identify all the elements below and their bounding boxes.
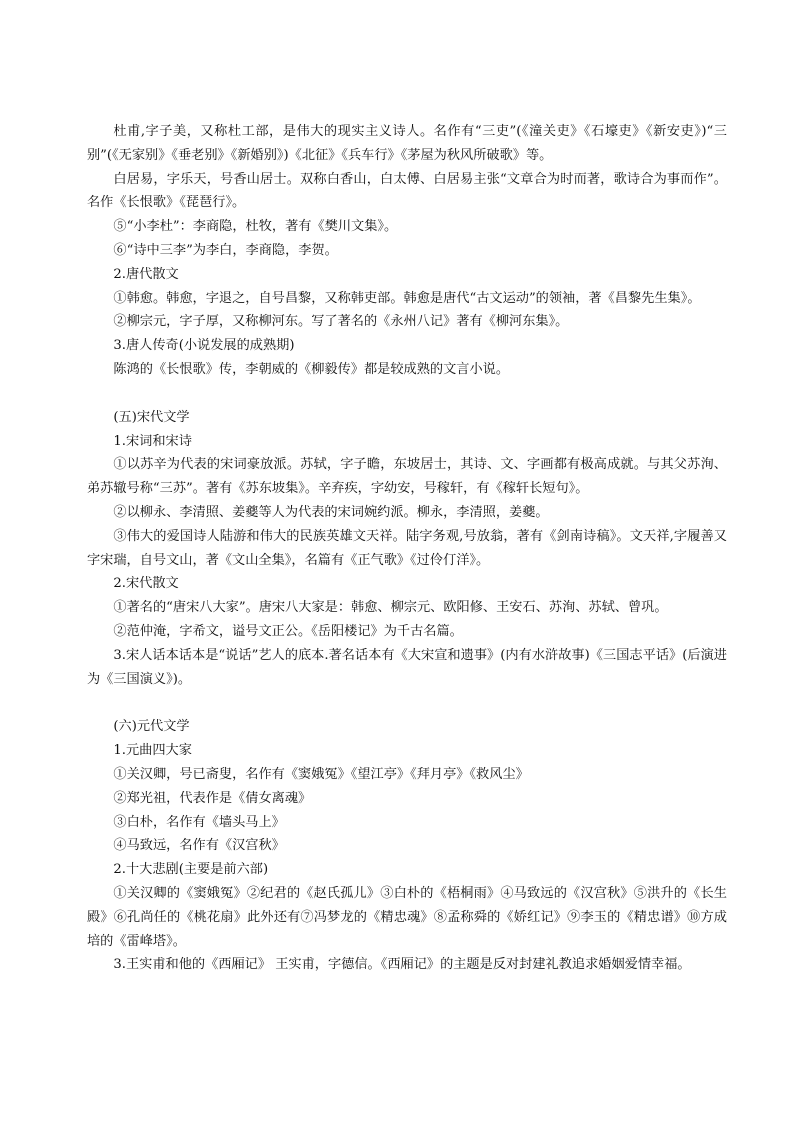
- paragraph-eight-masters: ①著名的“唐宋八大家”。唐宋八大家是：韩愈、柳宗元、欧阳修、王安石、苏洵、苏轼、曾巩。: [113, 600, 668, 616]
- section-gap: [87, 382, 727, 406]
- paragraph-chuanqi: 陈鸿的《长恨歌》传，李朝威的《柳毅传》都是较成熟的文言小说。: [113, 361, 510, 377]
- document-page: [87, 120, 727, 977]
- paragraph-haofang: ①以苏辛为代表的宋词豪放派。苏轼，字子瞻，东坡居士，其诗、文、字画都有极高成就。与其父苏洵、弟苏辙号称“三苏”。著有《苏东坡集》。辛弃疾，字幼安，号稼轩，有《稼轩长短句》。: [87, 457, 727, 497]
- paragraph-zheng-guangzu: ②郑光祖，代表作是《倩女离魂》: [113, 790, 312, 806]
- heading-tang-chuanqi: 3.唐人传奇(小说发展的成熟期): [113, 338, 295, 354]
- heading-tang-prose: 2.唐代散文: [113, 266, 179, 282]
- paragraph-xiao-li-du: ⑤“小李杜”：李商隐，杜牧，著有《樊川文集》。: [113, 219, 398, 235]
- paragraph-three-li: ⑥“诗中三李”为李白，李商隐，李贺。: [113, 242, 338, 258]
- heading-song-prose: 2.宋代散文: [113, 576, 179, 592]
- paragraph-han-yu: ①韩愈。韩愈，字退之，自号昌黎，又称韩吏部。韩愈是唐代“古文运动”的领袖，著《昌黎先生集》。: [113, 290, 701, 306]
- paragraph-bai-pu: ③白朴，名作有《墙头马上》: [113, 814, 285, 830]
- paragraph-guan-hanqing: ①关汉卿，号已斋叟，名作有《窦娥冤》《望江亭》《拜月亭》《救风尘》: [113, 766, 529, 782]
- paragraph-wanyue: ②以柳永、李清照、姜夔等人为代表的宋词婉约派。柳永，李清照，姜夔。: [113, 504, 549, 520]
- paragraph-huaben: 3.宋人话本话本是“说话”艺人的底本.著名话本有《大宋宣和遗事》(内有水浒故事)《三国志平话》(后演进为《三国演义》)。: [87, 647, 727, 687]
- heading-ten-tragedies: 2.十大悲剧(主要是前六部): [113, 862, 269, 878]
- paragraph-xixiang-ji: 3.王实甫和他的《西厢记》 王实甫，字德信。《西厢记》的主题是反对封建礼教追求婚姻爱情幸福。: [113, 957, 691, 973]
- paragraph-du-fu: 杜甫,字子美，又称杜工部，是伟大的现实主义诗人。名作有“三吏”(《潼关吏》《石壕吏》《新安吏》)“三别”(《无家别》《垂老别》《新婚别》)《北征》《兵车行》《茅屋为秋风所破歌》等。: [87, 124, 727, 163]
- paragraph-tragedies-list: ①关汉卿的《窦娥冤》②纪君的《赵氏孤儿》③白朴的《梧桐雨》④马致远的《汉宫秋》⑤洪升的《长生殿》⑥孔尚任的《桃花扇》此外还有⑦冯梦龙的《精忠魂》⑧孟称舜的《娇红记》⑨李玉的《精忠谱》⑩方成培的《雷峰塔》。: [87, 885, 727, 949]
- heading-yuanqu-masters: 1.元曲四大家: [113, 743, 192, 759]
- paragraph-lu-you: ③伟大的爱国诗人陆游和伟大的民族英雄文天祥。陆字务观,号放翁，著有《剑南诗稿》。文天祥,字履善又字宋瑞，自号文山，著《文山全集》，名篇有《正气歌》《过伶仃洋》。: [87, 528, 727, 568]
- heading-song-ci: 1.宋词和宋诗: [113, 433, 192, 449]
- paragraph-bai-juyi: 白居易，字乐天，号香山居士。双称白香山，白太傅、白居易主张“文章合为时而著，歌诗合为事而作”。名作《长恨歌》《琵琶行》。: [87, 171, 727, 211]
- section-title-yuan: (六)元代文学: [113, 719, 190, 735]
- section-gap: [87, 691, 727, 715]
- section-title-song: (五)宋代文学: [113, 409, 190, 425]
- paragraph-ma-zhiyuan: ④马致远，名作有《汉宫秋》: [113, 838, 285, 854]
- paragraph-liu-zongyuan: ②柳宗元，字子厚，又称柳河东。写了著名的《永州八记》著有《柳河东集》。: [113, 314, 569, 330]
- paragraph-fan-zhongyan: ②范仲淹，字希文，谥号文正公。《岳阳楼记》为千古名篇。: [113, 623, 463, 639]
